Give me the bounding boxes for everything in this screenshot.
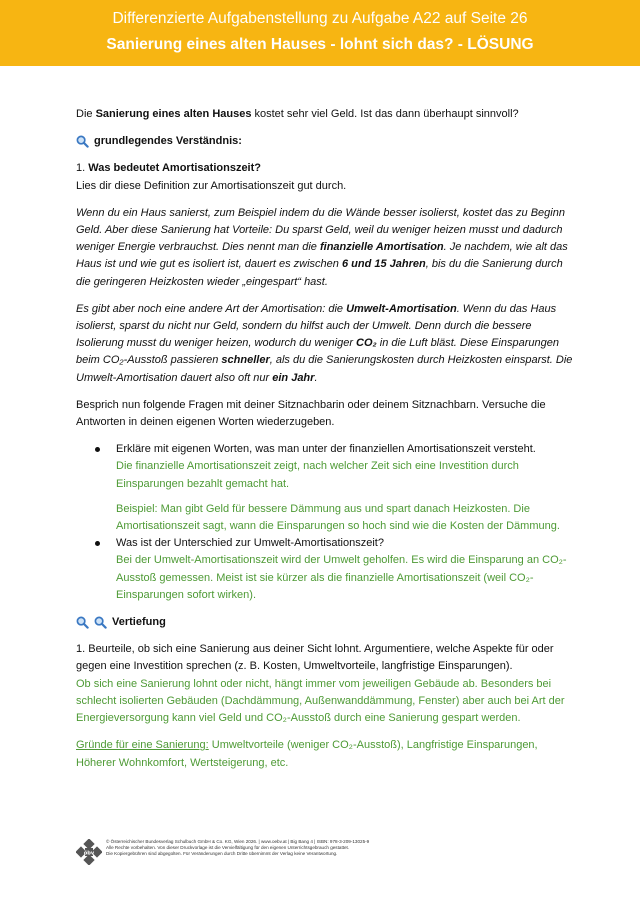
discussion-instruction: Besprich nun folgende Fragen mit deiner Sitznachbarin oder deinem Sitznachbarn. Versuche die Antworten in deinen eigenen Worten wiederzugeben. (76, 398, 546, 429)
section-advanced-header (76, 614, 576, 631)
magnifier-icon (76, 135, 89, 148)
intro-paragraph: Die Sanierung eines alten Hauses kostet sehr viel Geld. Ist das dann überhaupt sinnvoll? (76, 108, 519, 120)
definition-financial: Wenn du ein Haus sanierst, zum Beispiel indem du die Wände besser isolierst, kostet das zu Beginn Geld. Aber diese Sanierung hat Vorteile: Du sparst Geld, weil du weniger heizen musst und dadurch weniger Energie verbrauchst. Dies nennt man die finanzielle Amortisation. Je nachdem, wie alt das Haus ist und wie gut es isoliert ist, dauert es zwischen 6 und 15 Jahren, bis du die Sanierung durch die geringeren Heizkosten wieder „eingespart“ hast. (76, 206, 568, 288)
question-1-instruction: Lies dir diese Definition zur Amortisationszeit gut durch. (76, 179, 347, 192)
intro-highlight: Sanierung eines alten Hauses (95, 108, 252, 120)
answer-text: Bei der Umwelt-Amortisationszeit wird der Umwelt geholfen. Es wird die Einsparung an CO₂-Ausstoß gemessen. Meist ist sie kürzer als die finanzielle Amortisationszeit (weil CO₂-Einsparungen sofort wirken). (116, 554, 567, 601)
magnifier-icon (94, 616, 107, 629)
banner-subtitle: Differenzierte Aufgabenstellung zu Aufgabe A22 auf Seite 26 (112, 10, 528, 27)
list-item (76, 535, 576, 604)
reasons-label: Gründe für eine Sanierung: (76, 739, 209, 752)
list-item (76, 441, 576, 535)
banner-title: Sanierung eines alten Hauses - lohnt sich das? - LÖSUNG (106, 36, 534, 53)
question-2-answer: Ob sich eine Sanierung lohnt oder nicht, hängt immer vom jeweiligen Gebäude ab. Besonders bei schlecht isolierten Gebäuden (Dachdämmung, Außenwanddämmung, Fenster) aber auch bei Art der Energieversorgung kann viel Geld und CO₂-Ausstoß durch eine Sanierung gespart werden. (76, 677, 565, 725)
bullet-icon (95, 541, 100, 546)
section-advanced-title: Vertiefung (112, 616, 166, 629)
footer-copyright: © Österreichischer Bundesverlag Schulbuch GmbH & Co. KG, Wien 2026. | www.oebv.at | Big Bang 4 | ISBN: 978-3-209-13025-9 Alle Rechte vorbehalten. Von dieser Druckvorlage ist die Vervielfältigung für den eigenen Unterrichtsgebrauch gestattet. Die Kopiergebühren sind abgegolten. Für Veränderungen durch Dritte übernimmt der Verlag keine Verantwortung. (106, 839, 370, 857)
section-basic-header (76, 133, 576, 150)
question-text: Was ist der Unterschied zur Umwelt-Amortisationszeit? (116, 537, 384, 550)
worksheet-content (76, 106, 576, 772)
question-1-title: 1. Was bedeutet Amortisationszeit? (76, 162, 261, 175)
header-banner (0, 0, 640, 66)
question-2-text: 1. Beurteile, ob sich eine Sanierung aus deiner Sicht lohnt. Argumentiere, welche Aspekte für oder gegen eine Investition sprechen (z. B. Kosten, Umweltvorteile, langfristige Einsparungen). (76, 643, 554, 673)
svg-text:öbv: öbv (83, 850, 95, 857)
definition-environmental: Es gibt aber noch eine andere Art der Amortisation: die Umwelt-Amortisation. Wenn du das Haus isolierst, sparst du nicht nur Geld, sondern du hilfst auch der Umwelt. Denn durch die bessere Isolierung musst du weniger heizen, wodurch du weniger CO₂ in die Luft bläst. Diese Einsparungen beim CO₂-Ausstoß passieren schneller, als du die Sanierungskosten durch Heizkosten einsparst. Die Umwelt-Amortisation dauert also oft nur ein Jahr. (76, 302, 573, 384)
reasons-paragraph (76, 737, 576, 771)
oebv-logo (76, 839, 102, 865)
reasons-text: Umweltvorteile (weniger CO₂-Ausstoß), Langfristige Einsparungen, Höherer Wohnkomfort, Wertsteigerung, etc. (76, 739, 538, 769)
question-text: Erkläre mit eigenen Worten, was man unter der finanziellen Amortisationszeit versteht. (116, 443, 536, 456)
bullet-icon (95, 447, 100, 452)
section-basic-title: grundlegendes Verständnis: (94, 135, 242, 148)
magnifier-icon (76, 616, 89, 629)
answer-example: Beispiel: Man gibt Geld für bessere Dämmung aus und spart danach Heizkosten. Die Amortisationszeit sagt, wann die Einsparungen so hoch sind wie die Kosten der Dämmung. (116, 502, 560, 533)
question-list (76, 441, 576, 604)
answer-text: Die finanzielle Amortisationszeit zeigt, nach welcher Zeit sich eine Investition durch Einsparungen bezahlt gemacht hat. (116, 460, 519, 490)
